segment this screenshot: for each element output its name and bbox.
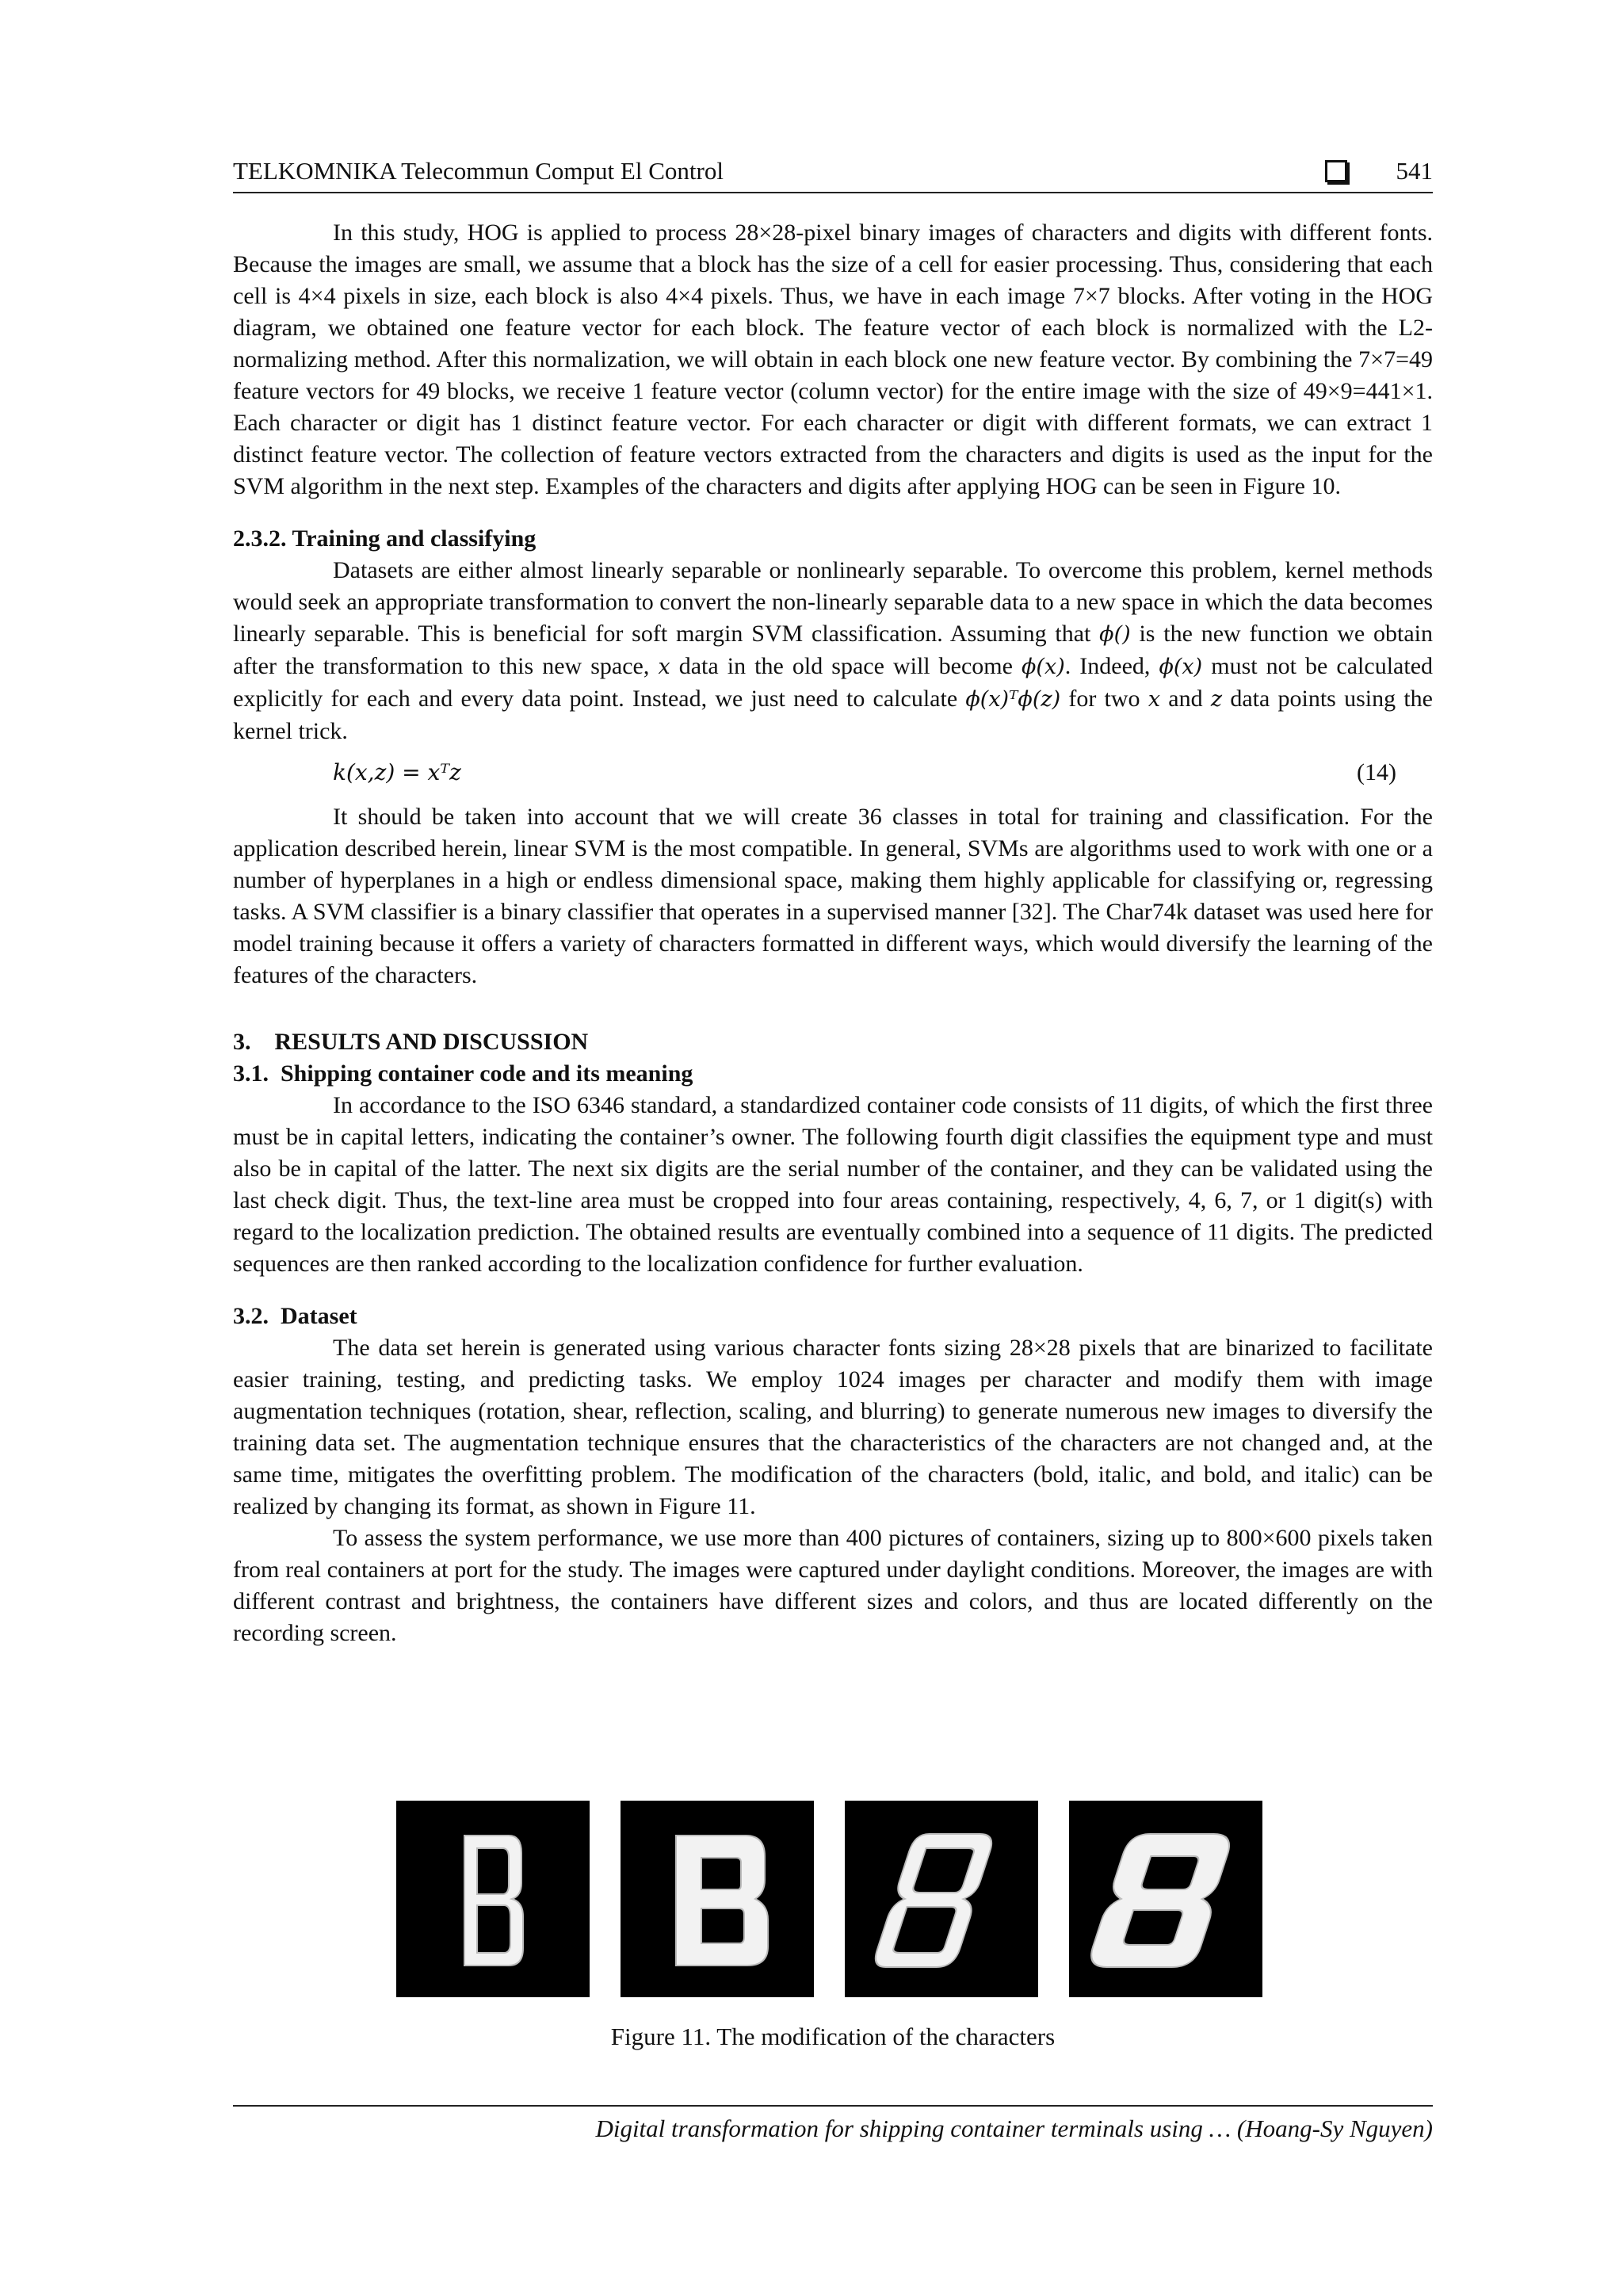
section-heading-3-2: 3.2. Dataset (233, 1303, 357, 1329)
math-x: x (658, 655, 670, 679)
math-kernel-product: ϕ(x)ᵀϕ(z) (965, 687, 1061, 712)
running-header (233, 155, 1433, 193)
section-heading-3: 3. RESULTS AND DISCUSSION (233, 1029, 589, 1055)
paragraph-hog: In this study, HOG is applied to process 28×28-pixel binary images of characters and digits with different fonts. Because the images are small, we assume that a block has the size of a cell for easier processing. Thus, considering that each cell is 4×4 pixels in size, each block is also 4×4 pixels. Thus, we have in each image 7×7 blocks. After voting in the HOG diagram, we obtained one feature vector for each block. The feature vector of each block is normalized with the L2-normalizing method. After this normalization, we will obtain in each block one new feature vector. By combining the 7×7=49 feature vectors for 49 blocks, we receive 1 feature vector (column vector) for the entire image with the size of 49×9=441×1. Each character or digit has 1 distinct feature vector. For each character or digit with different formats, we can extract 1 distinct feature vector. The collection of feature vectors extracted from the characters and digits is used as the input for the SVM algorithm in the next step. Examples of the characters and digits after applying HOG can be seen in Figure 10. (233, 220, 1433, 499)
math-phi-x: ϕ(x) (1022, 655, 1065, 679)
figure-11 (396, 1801, 1268, 1999)
math-phi-x: ϕ(x) (1159, 655, 1203, 679)
section-heading-3-1: 3.1. Shipping container code and its meaning (233, 1060, 693, 1087)
body-text (233, 217, 1433, 1649)
figure-image-bold-italic (1069, 1801, 1262, 1997)
paragraph-dataset: The data set herein is generated using various character fonts sizing 28×28 pixels that are binarized to facilitate easier training, testing, and predicting tasks. We employ 1024 images per character and modify them with image augmentation techniques (rotation, shear, reflection, scaling, and blurring) to generate numerous new images to diversify the training data set. The augmentation technique ensures that the characteristics of the characters are not changed and, at the same time, mitigates the overfitting problem. The modification of the characters (bold, italic, and bold, and italic) can be realized by changing its format, as shown in Figure 11. (233, 1335, 1433, 1519)
math-z: z (1210, 687, 1223, 712)
paragraph-performance: To assess the system performance, we use more than 400 pictures of containers, sizing up to 800×600 pixels taken from real containers at port for the study. The images were captured under daylight conditions. Moreover, the images are with different contrast and brightness, the containers have different sizes and colors, and thus are located differently on the recording screen. (233, 1525, 1433, 1646)
section-heading-2-3-2: 2.3.2. Training and classifying (233, 525, 537, 552)
paragraph-kernel: Datasets are either almost linearly separable or nonlinearly separable. To overcome this problem, kernel methods would seek an appropriate transformation to convert the non-linearly separable data to a new space in which the data becomes linearly separable. This is beneficial for soft margin SVM classification. Assuming that ϕ() is the new function we obtain after the transformation to this new space, x data in the old space will become ϕ(x). Indeed, ϕ(x) must not be calculated explicitly for each and every data point. Instead, we just need to calculate ϕ(x)ᵀϕ(z) for two x and z data points using the kernel trick. (233, 557, 1434, 744)
figure-caption: Figure 11. The modification of the characters (610, 2023, 1056, 2050)
journal-name: TELKOMNIKA Telecommun Comput El Control (233, 157, 724, 185)
page-number: 541 (1396, 157, 1433, 185)
paragraph-iso6346: In accordance to the ISO 6346 standard, a standardized container code consists of 11 digits, of which the first three must be in capital letters, indicating the container’s owner. The following fourth digit classifies the equipment type and must also be in capital of the latter. The next six digits are the serial number of the container, and they can be validated using the last check digit. Thus, the text-line area must be cropped into four areas containing, respectively, 4, 6, 7, or 1 digit(s) with regard to the localization prediction. The obtained results are eventually combined into a sequence of 11 digits. The predicted sequences are then ranked according to the localization confidence for further evaluation. (233, 1092, 1433, 1277)
figure-image-bold (621, 1801, 814, 1997)
paragraph-svm: It should be taken into account that we will create 36 classes in total for training and classification. For the application described herein, linear SVM is the most compatible. In general, SVMs are algorithms used to work with one or a number of hyperplanes in a high or endless dimensional space, making them highly applicable for classifying or, regressing tasks. A SVM classifier is a binary classifier that operates in a supervised manner [32]. The Char74k dataset was used here for model training because it offers a variety of characters formatted in different ways, which would diversify the learning of the features of the characters. (233, 804, 1433, 988)
figure-image-regular (396, 1801, 590, 1997)
checkbox-square-icon (1325, 160, 1347, 182)
equation-number: (14) (1357, 759, 1396, 785)
figure-image-italic (845, 1801, 1038, 1997)
equation-14 (233, 754, 1433, 795)
math-x: x (1148, 687, 1161, 712)
math-phi: ϕ() (1099, 622, 1131, 647)
running-footer (233, 2105, 1433, 2142)
equation-text: k(x,z) = xᵀz (333, 759, 461, 785)
footer-text: Digital transformation for shipping container terminals using … (Hoang-Sy Nguyen) (595, 2115, 1433, 2142)
